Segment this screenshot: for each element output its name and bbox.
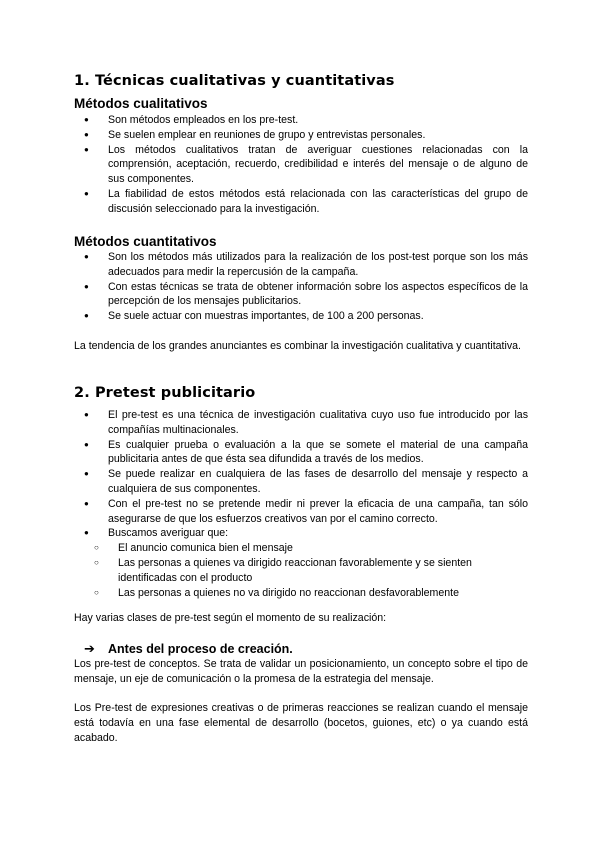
classes-intro: Hay varias clases de pre-test según el momento de su realización: — [74, 612, 387, 624]
sub-list-item: ○ Las personas a quienes no va dirigido no reaccionan desfavorablemente — [82, 586, 528, 601]
conclusion-paragraph: La tendencia de los grandes anunciantes es combinar la investigación cualitativa y cuantitativa. — [74, 340, 521, 352]
paragraph-creative: Los Pre-test de expresiones creativas o de primeras reacciones se realizan cuando el mensaje está todavía en una fase elemental de desarrollo (bocetos, guiones, etc) o ya cuando está acabado. — [74, 702, 528, 744]
quantitative-heading: Métodos cuantitativos — [74, 234, 217, 249]
list-item: ● Con estas técnicas se trata de obtener información sobre los aspectos específicos de la percepción de los mensajes publicitarios. — [82, 280, 528, 310]
list-item: ● Se suelen emplear en reuniones de grupo y entrevistas personales. — [82, 128, 528, 143]
quantitative-list — [82, 250, 528, 324]
qualitative-heading: Métodos cualitativos — [74, 96, 208, 111]
list-item: ● El pre-test es una técnica de investigación cualitativa cuyo uso fue introducido por las compañías multinacionales. — [82, 408, 528, 438]
sub-list-item: ○ El anuncio comunica bien el mensaje — [82, 541, 528, 556]
subsection-heading: Antes del proceso de creación. — [108, 642, 293, 656]
list-item: ● Con el pre-test no se pretende medir ni prever la eficacia de una campaña, tan sólo asegurarse de que los esfuerzos creativos van por el camino correcto. — [82, 497, 528, 527]
arrow-right-icon: ➔ — [84, 642, 95, 657]
list-item: ● Se suele actuar con muestras importantes, de 100 a 200 personas. — [82, 309, 528, 324]
list-item: ● Se puede realizar en cualquiera de las fases de desarrollo del mensaje y respecto a cualquiera de sus componentes. — [82, 467, 528, 497]
list-item: ● Los métodos cualitativos tratan de averiguar cuestiones relacionadas con la comprensión, aceptación, recuerdo, credibilidad e interés del mensaje o de alguno de sus componentes. — [82, 143, 528, 187]
list-item-text: Buscamos averiguar que: — [108, 527, 229, 540]
section2-title: 2. Pretest publicitario — [74, 385, 256, 401]
list-item: ● Es cualquier prueba o evaluación a la que se somete el material de una campaña publicitaria antes de que ésta sea difundida a través de los medios. — [82, 438, 528, 468]
list-item: ● La fiabilidad de estos métodos está relacionada con las características del grupo de discusión seleccionado para la investigación. — [82, 187, 528, 217]
list-item: ● Son métodos empleados en los pre-test. — [82, 113, 528, 128]
list-item — [82, 526, 528, 600]
paragraph-concepts: Los pre-test de conceptos. Se trata de validar un posicionamiento, un concepto sobre el tipo de mensaje, un eje de comunicación o la promesa de la estrategia del mensaje. — [74, 658, 528, 685]
sub-list — [82, 541, 528, 600]
qualitative-list — [82, 113, 528, 217]
section1-title: 1. Técnicas cualitativas y cuantitativas — [74, 73, 395, 89]
sub-list-item: ○ Las personas a quienes va dirigido reaccionan favorablemente y se sienten identificadas con el producto — [82, 556, 528, 586]
list-item: ● Son los métodos más utilizados para la realización de los post-test porque son los más adecuados para medir la repercusión de la campaña. — [82, 250, 528, 280]
pretest-list — [82, 408, 528, 600]
